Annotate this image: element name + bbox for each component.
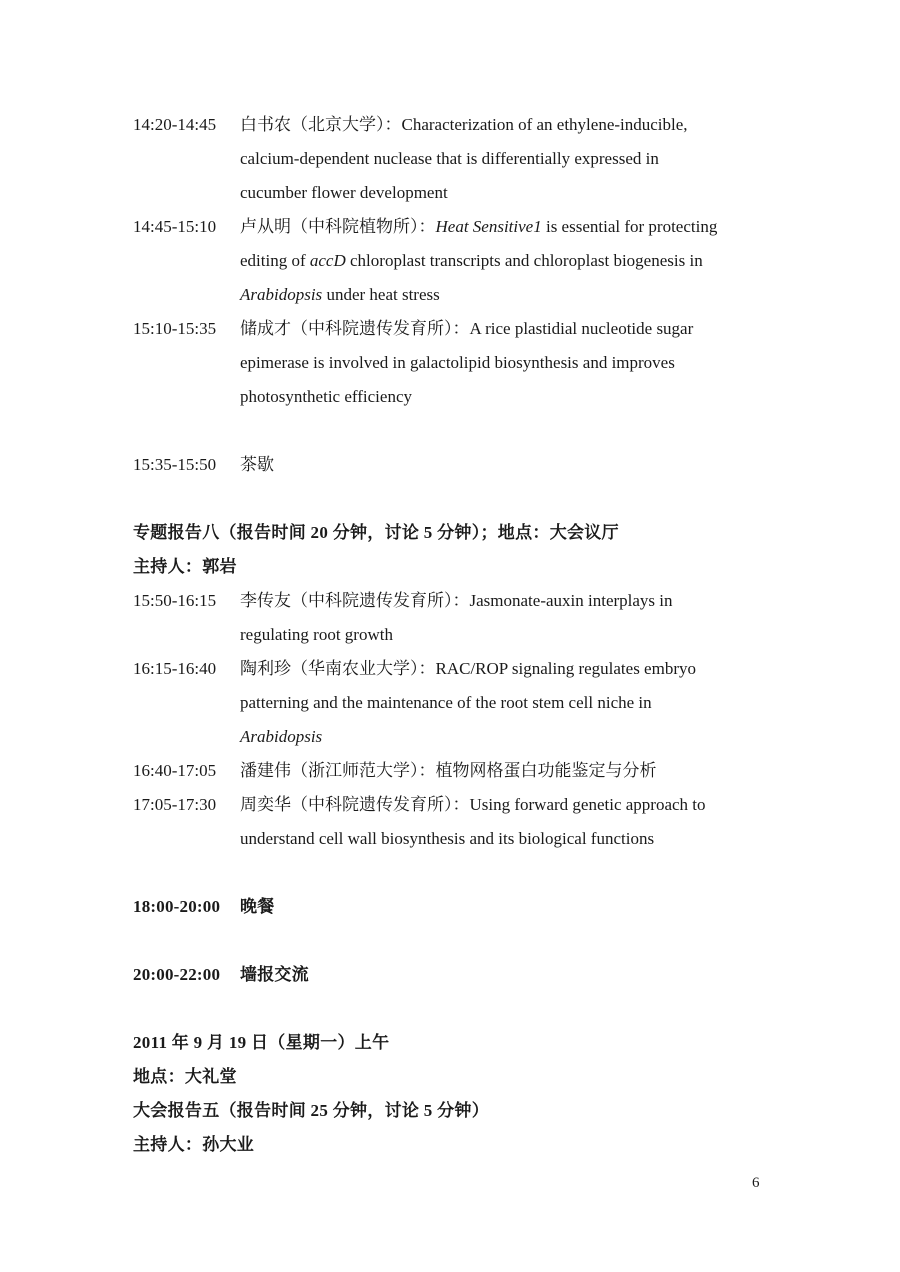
schedule-row: [133, 652, 813, 686]
text-segment: 李传友（中科院遗传发育所）：Jasmonate-auxin interplays in: [240, 591, 673, 610]
heading-text: [133, 1060, 813, 1094]
text-segment: photosynthetic efficiency: [240, 387, 412, 406]
talk-text: [240, 142, 813, 176]
talk-text: [240, 346, 813, 380]
heading-row: [133, 1094, 813, 1128]
talk-text: [240, 244, 813, 278]
talk-text: [240, 788, 813, 822]
talk-text: [240, 822, 813, 856]
spacer-row: [133, 414, 813, 448]
time-column-spacer: [133, 720, 240, 754]
text-segment: cucumber flower development: [240, 183, 448, 202]
text-segment: calcium-dependent nuclease that is differentially expressed in: [240, 149, 659, 168]
schedule-row-continuation: [133, 142, 813, 176]
text-segment: understand cell wall biosynthesis and its biological functions: [240, 829, 655, 848]
schedule-row-continuation: [133, 346, 813, 380]
heading-text: [133, 516, 813, 550]
schedule-row: [133, 890, 813, 924]
time-column-spacer: [133, 244, 240, 278]
time-column-spacer: [133, 618, 240, 652]
talk-text: [240, 380, 813, 414]
heading-text: [133, 1128, 813, 1162]
text-segment: epimerase is involved in galactolipid biosynthesis and improves: [240, 353, 675, 372]
italic-text-segment: Heat Sensitive1: [435, 217, 542, 236]
talk-text: [240, 754, 813, 788]
schedule-row: [133, 754, 813, 788]
text-segment: 主持人：孙大业: [133, 1135, 255, 1154]
talk-text: [240, 652, 813, 686]
italic-text-segment: Arabidopsis: [240, 727, 323, 746]
spacer-row: [133, 924, 813, 958]
italic-text-segment: accD: [309, 251, 346, 270]
time-range: 14:45-15:10: [133, 217, 217, 236]
text-segment: editing of: [240, 251, 310, 270]
time-column-spacer: [133, 380, 240, 414]
talk-text: [240, 278, 813, 312]
schedule-row: [133, 210, 813, 244]
heading-text: [133, 1094, 813, 1128]
talk-text: [240, 312, 813, 346]
text-segment: regulating root growth: [240, 625, 393, 644]
talk-text: [240, 176, 813, 210]
text-segment: patterning and the maintenance of the root stem cell niche in: [240, 693, 652, 712]
time-range: 14:20-14:45: [133, 115, 217, 134]
talk-text: [240, 584, 813, 618]
text-segment: chloroplast transcripts and chloroplast biogenesis in: [345, 251, 703, 270]
schedule-row-continuation: [133, 686, 813, 720]
time-column-spacer: [133, 176, 240, 210]
talk-text: [240, 108, 813, 142]
text-segment: 墙报交流: [240, 965, 309, 984]
text-segment: 大会报告五（报告时间 25 分钟，讨论 5 分钟）: [133, 1101, 489, 1120]
text-segment: 储成才（中科院遗传发育所）：A rice plastidial nucleotide sugar: [240, 319, 694, 338]
text-segment: 主持人：郭岩: [133, 557, 237, 576]
spacer-row: [133, 992, 813, 1026]
heading-row: [133, 516, 813, 550]
text-segment: under heat stress: [322, 285, 440, 304]
schedule-row-continuation: [133, 278, 813, 312]
text-segment: 地点：大礼堂: [133, 1067, 237, 1086]
time-column-spacer: [133, 822, 240, 856]
document-content: [133, 108, 813, 1162]
text-segment: 潘建伟（浙江师范大学）：植物网格蛋白功能鉴定与分析: [240, 761, 657, 780]
time-column-spacer: [133, 142, 240, 176]
heading-row: [133, 1060, 813, 1094]
schedule-row-continuation: [133, 244, 813, 278]
schedule-row: [133, 958, 813, 992]
heading-row: [133, 1128, 813, 1162]
heading-text: [133, 550, 813, 584]
text-segment: is essential for protecting: [541, 217, 718, 236]
schedule-row-continuation: [133, 176, 813, 210]
text-segment: 2011 年 9 月 19 日（星期一）上午: [133, 1033, 390, 1052]
schedule-row: [133, 584, 813, 618]
talk-text: [240, 686, 813, 720]
schedule-row: [133, 108, 813, 142]
heading-row: [133, 1026, 813, 1060]
schedule-row-continuation: [133, 380, 813, 414]
schedule-row-continuation: [133, 618, 813, 652]
time-range: 16:15-16:40: [133, 659, 217, 678]
time-range: 16:40-17:05: [133, 761, 217, 780]
talk-text: [240, 618, 813, 652]
time-range: 17:05-17:30: [133, 795, 217, 814]
text-segment: 白书农（北京大学）：Characterization of an ethylene-inducible,: [240, 115, 688, 134]
text-segment: 卢从明（中科院植物所）：: [240, 217, 436, 236]
talk-text: [240, 958, 813, 992]
schedule-row: [133, 312, 813, 346]
text-segment: 周奕华（中科院遗传发育所）：Using forward genetic approach to: [240, 795, 706, 814]
text-segment: 专题报告八（报告时间 20 分钟，讨论 5 分钟）；地点：大会议厅: [133, 523, 619, 542]
schedule-row-continuation: [133, 822, 813, 856]
spacer-row: [133, 482, 813, 516]
talk-text: [240, 448, 813, 482]
time-column-spacer: [133, 278, 240, 312]
talk-text: [240, 720, 813, 754]
schedule-row-continuation: [133, 720, 813, 754]
time-range: 15:10-15:35: [133, 319, 217, 338]
time-range: 20:00-22:00: [133, 965, 221, 984]
heading-text: [133, 1026, 813, 1060]
page-number: 6: [752, 1175, 760, 1191]
time-range: 15:35-15:50: [133, 455, 217, 474]
time-range: 18:00-20:00: [133, 897, 221, 916]
spacer-row: [133, 856, 813, 890]
time-range: 15:50-16:15: [133, 591, 217, 610]
text-segment: 陶利珍（华南农业大学）：RAC/ROP signaling regulates embryo: [240, 659, 696, 678]
schedule-row: [133, 448, 813, 482]
talk-text: [240, 890, 813, 924]
time-column-spacer: [133, 686, 240, 720]
text-segment: 茶歇: [240, 455, 274, 474]
text-segment: 晚餐: [240, 897, 275, 916]
heading-row: [133, 550, 813, 584]
schedule-row: [133, 788, 813, 822]
talk-text: [240, 210, 813, 244]
italic-text-segment: Arabidopsis: [240, 285, 323, 304]
time-column-spacer: [133, 346, 240, 380]
